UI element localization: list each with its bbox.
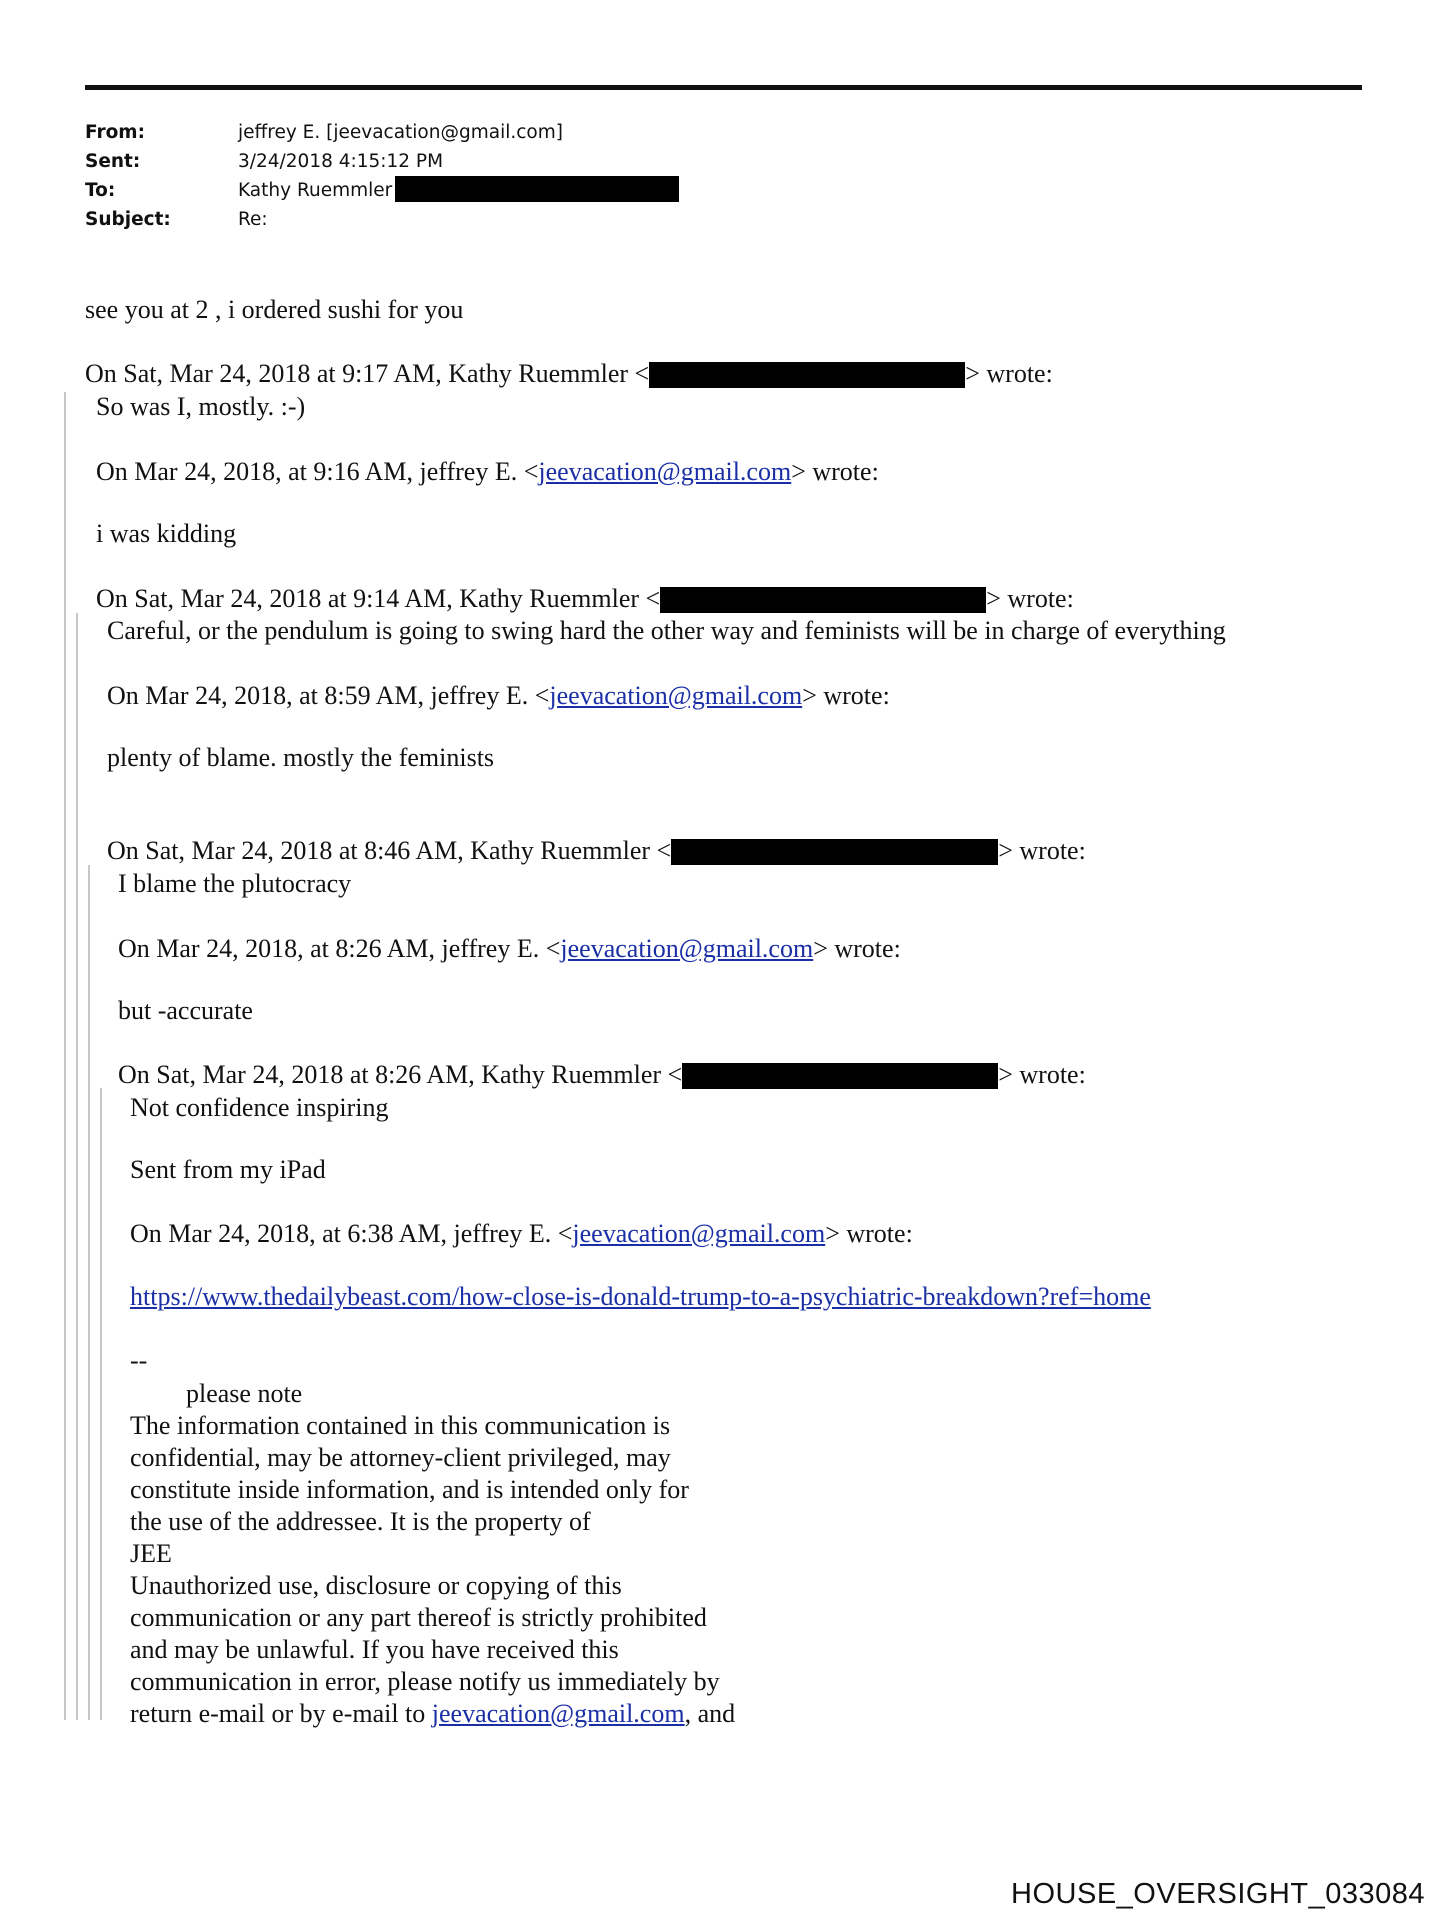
article-link[interactable] — [130, 1281, 1151, 1313]
to-value: Kathy Ruemmler — [238, 180, 393, 201]
reply-text: see you at 2 , i ordered sushi for you — [85, 295, 464, 324]
attribution-prefix: On Mar 24, 2018, at 6:38 AM, jeffrey E. < — [130, 1219, 573, 1248]
attribution-prefix: On Sat, Mar 24, 2018 at 8:26 AM, Kathy Ruemmler < — [118, 1060, 683, 1089]
disclaimer-line: the use of the addressee. It is the property of — [130, 1507, 591, 1536]
disclaimer-text: , and — [684, 1699, 736, 1728]
quote-7-text: Not confidence inspiring — [130, 1093, 389, 1122]
header-rule — [85, 85, 1362, 90]
attribution-suffix: > wrote: — [825, 1219, 913, 1248]
attribution-prefix: On Mar 24, 2018, at 9:16 AM, jeffrey E. < — [96, 457, 539, 486]
to-value-wrap — [238, 176, 679, 205]
disclaimer-line: constitute inside information, and is intended only for — [130, 1475, 689, 1504]
signature-separator: -- — [130, 1346, 148, 1375]
email-link[interactable]: jeevacation@gmail.com — [431, 1699, 685, 1728]
email-link[interactable]: jeevacation@gmail.com — [549, 681, 803, 710]
quote-bar-level-4 — [100, 1088, 102, 1720]
subject-label: Subject: — [85, 209, 171, 230]
quote-4-attribution — [107, 680, 890, 712]
from-label: From: — [85, 122, 145, 143]
quote-3-text: Careful, or the pendulum is going to swing hard the other way and feminists will be in charge of everything — [107, 616, 1226, 645]
disclaimer-line-last — [130, 1698, 735, 1730]
quote-4-text: plenty of blame. mostly the feminists — [107, 743, 495, 772]
attribution-prefix: On Mar 24, 2018, at 8:26 AM, jeffrey E. < — [118, 934, 561, 963]
redaction-block — [649, 362, 965, 388]
bates-number: HOUSE_OVERSIGHT_033084 — [1011, 1878, 1425, 1910]
quote-7-attribution — [118, 1059, 1086, 1091]
redaction-block — [395, 176, 679, 202]
quote-bar-level-1 — [64, 392, 66, 1720]
redaction-block — [671, 839, 998, 865]
attribution-prefix: On Mar 24, 2018, at 8:59 AM, jeffrey E. < — [107, 681, 550, 710]
disclaimer-line: Unauthorized use, disclosure or copying of this — [130, 1571, 622, 1600]
redaction-block — [682, 1063, 998, 1089]
disclaimer-line: communication or any part thereof is strictly prohibited — [130, 1603, 707, 1632]
quote-6-text: but -accurate — [118, 996, 253, 1025]
quote-1-attribution — [85, 358, 1053, 390]
attribution-prefix: On Sat, Mar 24, 2018 at 9:14 AM, Kathy Ruemmler < — [96, 584, 661, 613]
disclaimer-line: confidential, may be attorney-client privileged, may — [130, 1443, 671, 1472]
quote-5-attribution — [107, 835, 1086, 867]
quote-bar-level-2 — [76, 613, 78, 1720]
attribution-suffix: > wrote: — [998, 1060, 1086, 1089]
attribution-suffix: > wrote: — [986, 584, 1074, 613]
disclaimer-text: return e-mail or by e-mail to — [130, 1699, 432, 1728]
redaction-block — [660, 587, 986, 613]
sent-label: Sent: — [85, 151, 141, 172]
quote-3-attribution — [96, 583, 1074, 615]
from-value: jeffrey E. [jeevacation@gmail.com] — [238, 122, 563, 143]
quote-1-text: So was I, mostly. :-) — [96, 392, 306, 421]
disclaimer-line: JEE — [130, 1539, 172, 1568]
attribution-prefix: On Sat, Mar 24, 2018 at 8:46 AM, Kathy Ruemmler < — [107, 836, 672, 865]
quote-2-text: i was kidding — [96, 519, 237, 548]
quote-7-signature: Sent from my iPad — [130, 1155, 326, 1184]
attribution-suffix: > wrote: — [998, 836, 1086, 865]
disclaimer-line: The information contained in this communication is — [130, 1411, 671, 1440]
to-label: To: — [85, 180, 116, 201]
quote-6-attribution — [118, 933, 901, 965]
disclaimer-line: communication in error, please notify us immediately by — [130, 1667, 720, 1696]
disclaimer — [130, 1410, 735, 1730]
attribution-suffix: > wrote: — [791, 457, 879, 486]
attribution-suffix: > wrote: — [965, 359, 1053, 388]
attribution-prefix: On Sat, Mar 24, 2018 at 9:17 AM, Kathy Ruemmler < — [85, 359, 650, 388]
attribution-suffix: > wrote: — [802, 681, 890, 710]
quote-bar-level-3 — [88, 865, 90, 1720]
disclaimer-line: and may be unlawful. If you have received this — [130, 1635, 619, 1664]
article-link-text[interactable]: https://www.thedailybeast.com/how-close-is-donald-trump-to-a-psychiatric-breakdown?ref=home — [130, 1282, 1151, 1311]
quote-5-text: I blame the plutocracy — [118, 869, 352, 898]
quote-8-attribution — [130, 1218, 913, 1250]
sent-value: 3/24/2018 4:15:12 PM — [238, 151, 444, 172]
email-link[interactable]: jeevacation@gmail.com — [572, 1219, 826, 1248]
subject-value: Re: — [238, 209, 268, 230]
signature-note: please note — [186, 1379, 303, 1408]
email-link[interactable]: jeevacation@gmail.com — [538, 457, 792, 486]
attribution-suffix: > wrote: — [813, 934, 901, 963]
quote-2-attribution — [96, 456, 879, 488]
email-link[interactable]: jeevacation@gmail.com — [560, 934, 814, 963]
